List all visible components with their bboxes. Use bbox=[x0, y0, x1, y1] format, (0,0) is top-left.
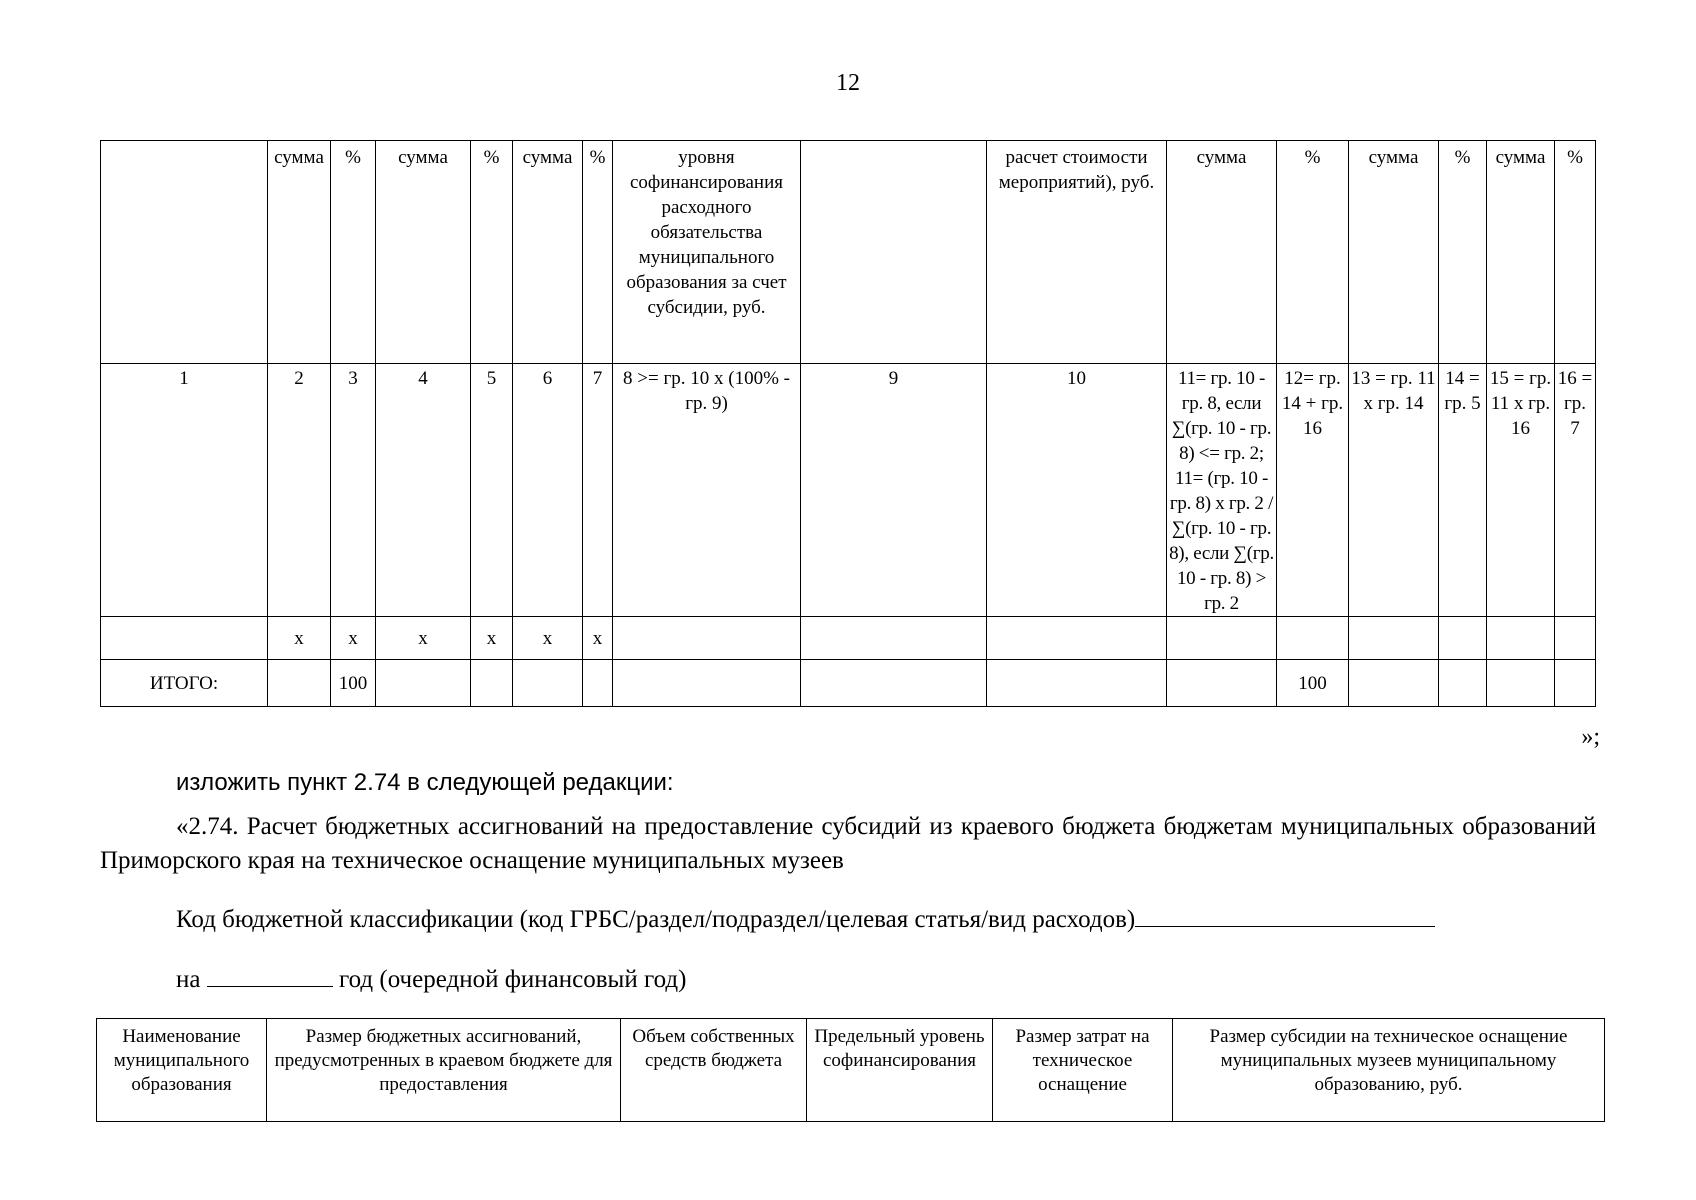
table-cell: Размер субсидии на техническое оснащение муниципальных музеев муниципальному образованию, руб. bbox=[1173, 1019, 1605, 1122]
table-cell: % bbox=[331, 141, 376, 364]
year-suffix: год (очередной финансовый год) bbox=[338, 966, 687, 993]
year-blank-line bbox=[207, 962, 333, 987]
table-cell: % bbox=[1277, 141, 1349, 364]
table-cell: 3 bbox=[331, 364, 376, 617]
kbk-label: Код бюджетной классификации (код ГРБС/раздел/подраздел/целевая статья/вид расходов) bbox=[176, 906, 1136, 933]
table-cell: x bbox=[583, 617, 613, 660]
paragraph-2-74: «2.74. Расчет бюджетных ассигнований на предоставление субсидий из краевого бюджета бюджетам муниципальных образований Приморского края на техническое оснащение муниципальных музеев bbox=[100, 813, 1596, 874]
page-number: 12 bbox=[836, 70, 860, 96]
table-cell: x bbox=[471, 617, 513, 660]
table-cell: 4 bbox=[376, 364, 471, 617]
table-cell bbox=[987, 617, 1167, 660]
table-cell-formula: 11= гр. 10 - гр. 8, если ∑(гр. 10 - гр. 8) <= гр. 2; 11= (гр. 10 - гр. 8) x гр. 2 / ∑(гр. 10 - гр. 8), если ∑(гр. 10 - гр. 8) > гр. 2 bbox=[1167, 364, 1277, 617]
table-cell bbox=[801, 141, 987, 364]
table-cell: 100 bbox=[1277, 660, 1349, 707]
table-cell bbox=[801, 660, 987, 707]
table-row-column-numbers bbox=[101, 364, 1596, 617]
table-cell: % bbox=[1555, 141, 1596, 364]
table-cell: сумма bbox=[1487, 141, 1555, 364]
table-cell: Предельный уровень софинансирования bbox=[807, 1019, 993, 1122]
table-cell: % bbox=[471, 141, 513, 364]
table-cell bbox=[101, 617, 268, 660]
table-header-row bbox=[101, 141, 1596, 364]
table-cell: уровня софинансирования расходного обязательства муниципального образования за счет субсидии, руб. bbox=[613, 141, 801, 364]
table-cell: 100 bbox=[331, 660, 376, 707]
table-cell: x bbox=[331, 617, 376, 660]
table-cell: 2 bbox=[268, 364, 331, 617]
budget-classification-line bbox=[176, 902, 1596, 937]
table-cell bbox=[613, 660, 801, 707]
table-cell bbox=[987, 660, 1167, 707]
table-cell bbox=[101, 141, 268, 364]
table-cell: Наименование муниципального образования bbox=[97, 1019, 267, 1122]
year-prefix: на bbox=[176, 966, 201, 993]
table-cell: 10 bbox=[987, 364, 1167, 617]
table-row-total bbox=[101, 660, 1596, 707]
table-cell: 5 bbox=[471, 364, 513, 617]
table-cell bbox=[1439, 660, 1487, 707]
table-cell: 14 = гр. 5 bbox=[1439, 364, 1487, 617]
table-cell bbox=[801, 617, 987, 660]
table-cell: 6 bbox=[513, 364, 583, 617]
table-cell: 12= гр. 14 + гр. 16 bbox=[1277, 364, 1349, 617]
table-cell bbox=[268, 660, 331, 707]
table-cell bbox=[1555, 617, 1596, 660]
table-cell: сумма bbox=[1167, 141, 1277, 364]
table-cell bbox=[583, 660, 613, 707]
table-cell: 8 >= гр. 10 x (100% - гр. 9) bbox=[613, 364, 801, 617]
instruction-text: изложить пункт 2.74 в следующей редакции: bbox=[176, 769, 674, 796]
subsidy-calculation-table bbox=[100, 140, 1596, 707]
table-cell: сумма bbox=[268, 141, 331, 364]
table-cell bbox=[613, 617, 801, 660]
table-cell bbox=[513, 660, 583, 707]
table-row bbox=[101, 617, 1596, 660]
table-cell: сумма bbox=[376, 141, 471, 364]
table-cell: Размер бюджетных ассигнований, предусмотренных в краевом бюджете для предоставления bbox=[267, 1019, 621, 1122]
table-header-row bbox=[97, 1019, 1605, 1122]
table-cell: x bbox=[376, 617, 471, 660]
table-cell: сумма bbox=[1349, 141, 1439, 364]
table-cell: 1 bbox=[101, 364, 268, 617]
table-cell: x bbox=[513, 617, 583, 660]
table-cell: % bbox=[1439, 141, 1487, 364]
table-cell bbox=[1167, 617, 1277, 660]
table-cell: x bbox=[268, 617, 331, 660]
table-cell bbox=[471, 660, 513, 707]
table-cell: расчет стоимости мероприятий), руб. bbox=[987, 141, 1167, 364]
table-cell: 16 = гр. 7 bbox=[1555, 364, 1596, 617]
table-cell: Размер затрат на техническое оснащение bbox=[993, 1019, 1173, 1122]
year-line bbox=[176, 962, 686, 997]
table-cell: 7 bbox=[583, 364, 613, 617]
table-cell: 15 = гр. 11 x гр. 16 bbox=[1487, 364, 1555, 617]
table-cell bbox=[1555, 660, 1596, 707]
table-cell: % bbox=[583, 141, 613, 364]
table-cell bbox=[1349, 660, 1439, 707]
table-cell bbox=[1349, 617, 1439, 660]
table-cell: 9 bbox=[801, 364, 987, 617]
table-cell: Объем собственных средств бюджета bbox=[621, 1019, 807, 1122]
table-cell bbox=[1487, 617, 1555, 660]
table-cell bbox=[1167, 660, 1277, 707]
table-cell bbox=[376, 660, 471, 707]
kbk-blank-line bbox=[1135, 902, 1435, 927]
table-cell bbox=[1487, 660, 1555, 707]
table-cell: 13 = гр. 11 x гр. 14 bbox=[1349, 364, 1439, 617]
table-cell: сумма bbox=[513, 141, 583, 364]
museum-subsidy-table bbox=[96, 1018, 1605, 1122]
total-label: ИТОГО: bbox=[101, 660, 268, 707]
table-cell bbox=[1439, 617, 1487, 660]
closing-quote: »; bbox=[1581, 724, 1600, 750]
table-cell bbox=[1277, 617, 1349, 660]
